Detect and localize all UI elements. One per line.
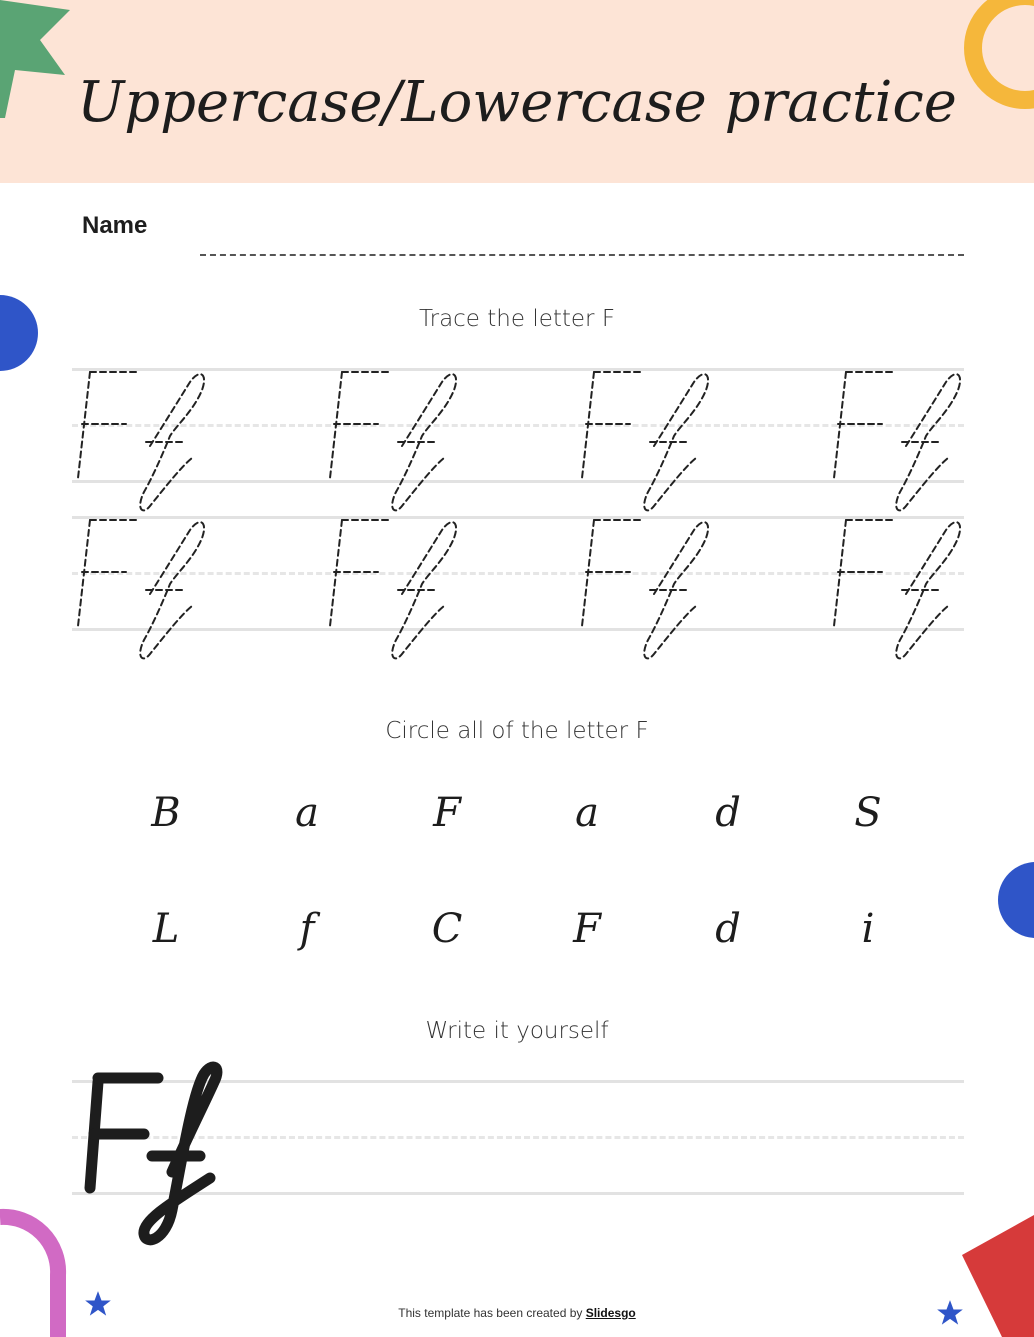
circle-heading: Circle all of the letter F xyxy=(385,718,649,744)
trace-heading: Trace the letter F xyxy=(418,306,616,332)
trace-ff-glyph[interactable] xyxy=(324,514,464,664)
circle-letter[interactable]: F xyxy=(573,906,601,952)
blue-half-circle-right-icon xyxy=(994,860,1034,940)
circle-letter[interactable]: f xyxy=(299,906,315,952)
trace-ff-glyph[interactable] xyxy=(324,366,464,516)
sample-ff-glyph xyxy=(76,1060,246,1260)
trace-ff-glyph[interactable] xyxy=(72,514,212,664)
name-label: Name xyxy=(82,212,148,239)
circle-letter[interactable]: L xyxy=(152,906,180,952)
circle-letter[interactable]: a xyxy=(295,790,319,836)
circle-letter[interactable]: S xyxy=(854,790,882,836)
trace-ff-glyph[interactable] xyxy=(828,514,968,664)
circle-letter[interactable]: B xyxy=(151,790,181,836)
slidesgo-link[interactable]: Slidesgo xyxy=(585,1306,636,1320)
circle-letter[interactable]: C xyxy=(431,906,463,952)
circle-letter[interactable]: a xyxy=(575,790,599,836)
page-title: Uppercase/Lowercase practice xyxy=(77,70,957,135)
name-field[interactable] xyxy=(200,254,964,256)
circle-letter[interactable]: i xyxy=(861,906,875,952)
trace-ff-glyph[interactable] xyxy=(72,366,212,516)
trace-ff-glyph[interactable] xyxy=(828,366,968,516)
trace-ff-glyph[interactable] xyxy=(576,514,716,664)
circle-letter[interactable]: d xyxy=(715,790,741,836)
footer-credit: This template has been created by Slidesgo xyxy=(398,1306,636,1320)
trace-ff-glyph[interactable] xyxy=(576,366,716,516)
write-heading: Write it yourself xyxy=(425,1018,609,1044)
circle-letter[interactable]: F xyxy=(433,790,461,836)
blue-half-circle-icon xyxy=(0,285,40,381)
circle-letter[interactable]: d xyxy=(715,906,741,952)
